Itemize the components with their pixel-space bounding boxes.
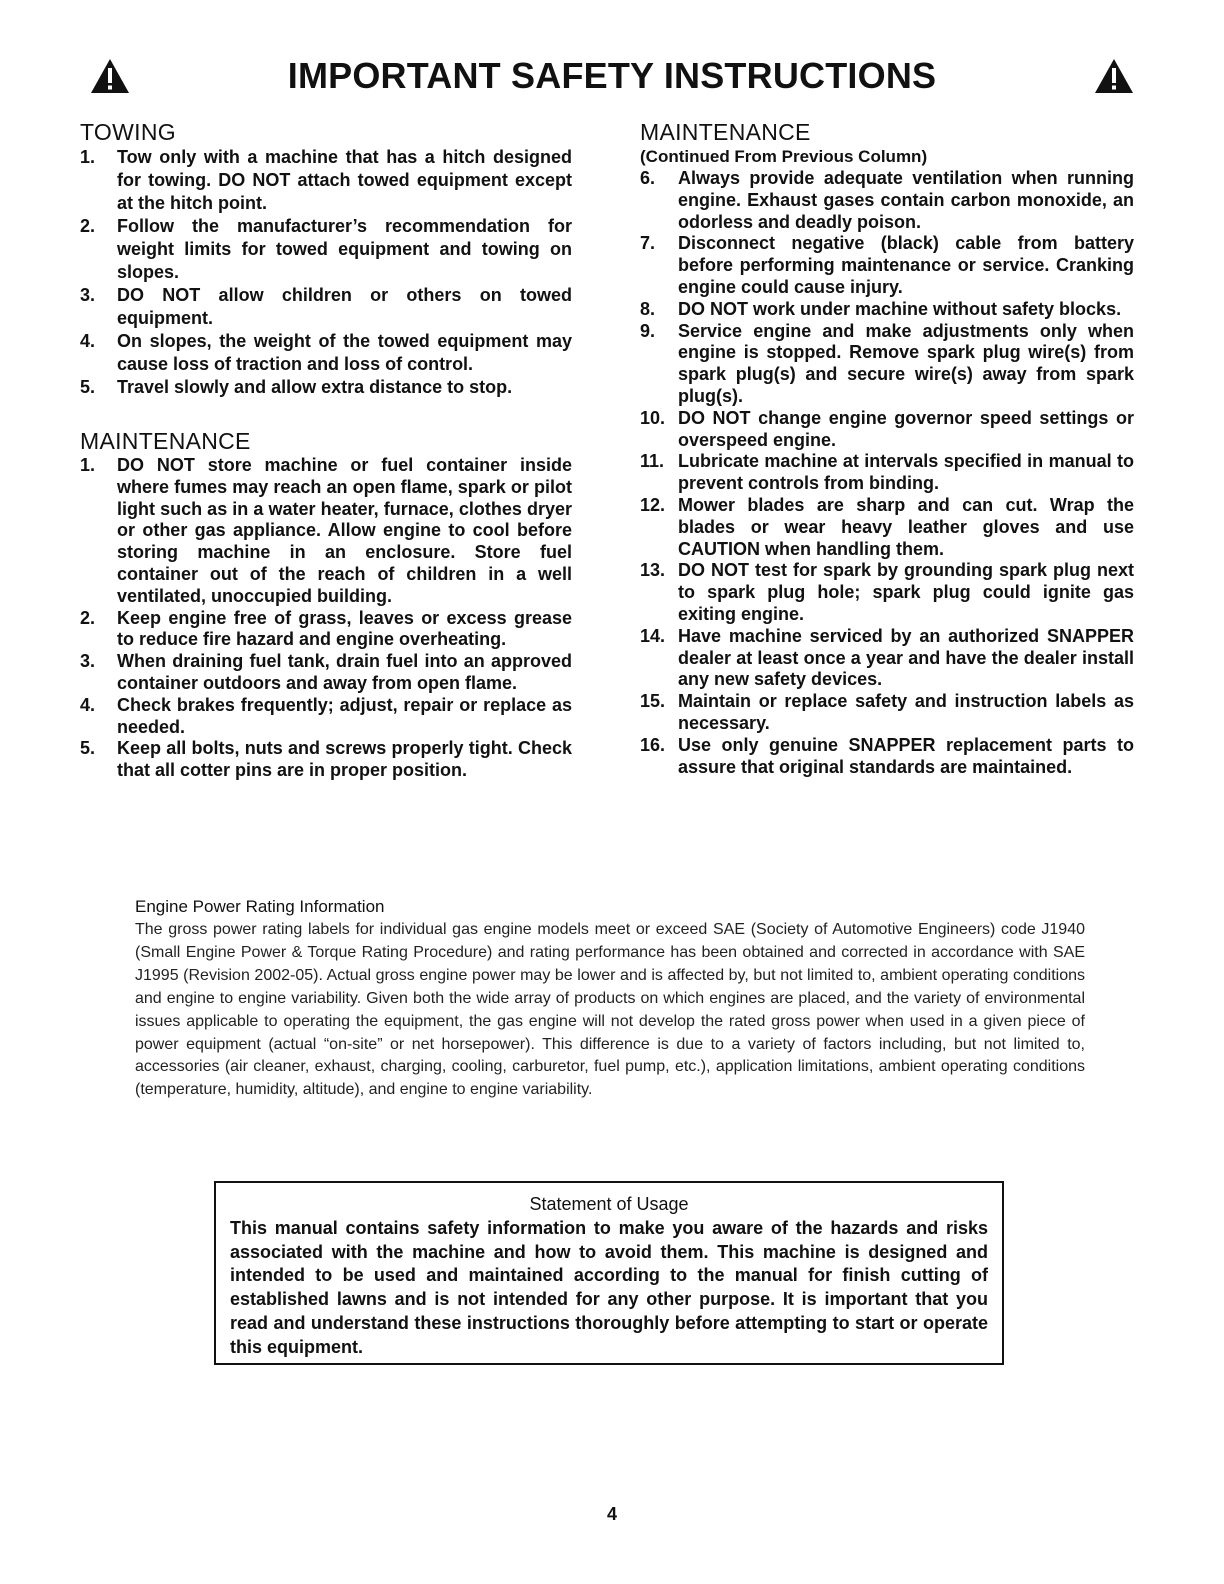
item-text: Mower blades are sharp and can cut. Wrap the blades or wear heavy leather gloves and use CAUTION when handling them. [678, 494, 1134, 559]
item-number: 1. [80, 455, 96, 475]
item-text: Maintain or replace safety and instruction labels as necessary. [678, 691, 1134, 733]
statement-of-usage-box [214, 1181, 1004, 1365]
list-item [80, 146, 572, 215]
item-text: Always provide adequate ventilation when running engine. Exhaust gases contain carbon monoxide, an odorless and deadly poison. [678, 168, 1134, 232]
item-number: 11. [640, 451, 665, 472]
usage-title: Statement of Usage [529, 1194, 689, 1214]
item-number: 14. [640, 625, 666, 646]
engine-info-title: Engine Power Rating Information [135, 897, 385, 916]
item-number: 12. [640, 494, 666, 515]
towing-heading: TOWING [80, 119, 176, 145]
item-number: 2. [80, 216, 96, 236]
item-number: 2. [80, 607, 96, 628]
list-item [640, 691, 1134, 735]
item-number: 7. [640, 233, 656, 254]
item-text: DO NOT work under machine without safety blocks. [678, 298, 1122, 319]
list-item [80, 376, 572, 399]
item-text: Have machine serviced by an authorized SNAPPER dealer at least once a year and have the dealer install any new safety devices. [678, 625, 1134, 690]
list-item [80, 651, 572, 695]
list-item [640, 408, 1134, 452]
item-text: Travel slowly and allow extra distance to stop. [117, 377, 513, 397]
list-item [80, 455, 572, 608]
item-number: 5. [80, 738, 96, 759]
item-text: Lubricate machine at intervals specified in manual to prevent controls from binding. [678, 451, 1134, 494]
item-text: Disconnect negative (black) cable from battery before performing maintenance or service. Cranking engine could cause injury. [678, 233, 1134, 297]
list-item [80, 608, 572, 652]
page-title: IMPORTANT SAFETY INSTRUCTIONS [287, 55, 937, 96]
item-number: 4. [80, 694, 96, 715]
list-item [640, 451, 1134, 495]
list-item [640, 560, 1134, 625]
left-column [80, 118, 572, 782]
list-item [80, 695, 572, 739]
item-text: Tow only with a machine that has a hitch designed for towing. DO NOT attach towed equipment except at the hitch point. [117, 147, 572, 213]
item-text: When draining fuel tank, drain fuel into an approved container outdoors and away from open flame. [117, 651, 572, 693]
engine-power-rating-info [135, 896, 1085, 1102]
maintenance-list [80, 455, 572, 782]
engine-info-body: The gross power rating labels for individual gas engine models meet or exceed SAE (Society of Automotive Engineers) code J1940 (Small Engine Power & Torque Rating Procedure) and rating performance has been obtained and corrected in accordance with SAE J1995 (Revision 2002-05). Actual gross engine power may be lower and is affected by, but not limited to, ambient operating conditions and engine to engine variability. Given both the wide array of products on which engines are placed, and the variety of environmental issues applicable to operating the equipment, the gas engine will not develop the rated gross power when used in a given piece of power equipment (actual “on-site” or net horsepower). This difference is due to a variety of factors including, but not limited to, accessories (air cleaner, exhaust, charging, cooling, carburetor, fuel pump, etc.), application limitations, ambient operating conditions (temperature, humidity, altitude), and engine to engine variability. [135, 921, 1085, 1099]
item-number: 10. [640, 407, 666, 428]
item-number: 6. [640, 168, 656, 188]
item-text: Follow the manufacturer’s recommendation for weight limits for towed equipment and towing on slopes. [117, 216, 572, 282]
item-number: 8. [640, 298, 656, 319]
list-item [80, 284, 572, 330]
list-item [640, 735, 1134, 779]
towing-section [80, 118, 572, 399]
item-text: DO NOT test for spark by grounding spark plug next to spark plug hole; spark plug could ignite gas exiting engine. [678, 560, 1134, 624]
list-item [80, 738, 572, 782]
page-number: 4 [606, 1504, 617, 1524]
list-item [640, 168, 1134, 233]
item-number: 13. [640, 560, 666, 581]
list-item [640, 299, 1134, 321]
item-number: 9. [640, 320, 656, 341]
item-text: Keep all bolts, nuts and screws properly tight. Check that all cotter pins are in proper position. [117, 738, 572, 781]
item-number: 3. [80, 285, 96, 305]
maintenance-continued-heading: MAINTENANCE [640, 119, 811, 145]
maintenance-heading: MAINTENANCE [80, 428, 251, 454]
item-text: DO NOT store machine or fuel container inside where fumes may reach an open flame, spark or pilot light such as in a water heater, furnace, clothes dryer or other gas appliance. Allow engine to cool before storing machine in an enclosure. Store fuel container out of the reach of children in a well ventilated, unoccupied building. [117, 455, 572, 606]
usage-body: This manual contains safety information to make you aware of the hazards and risks associated with the machine and how to avoid them. This machine is designed and intended to be used and maintained according to the manual for finish cutting of established lawns and is not intended for any other purpose. It is important that you read and understand these instructions thoroughly before attempting to start or operate this equipment. [230, 1218, 988, 1357]
item-text: Check brakes frequently; adjust, repair or replace as needed. [117, 694, 572, 737]
item-number: 16. [640, 734, 666, 755]
item-number: 3. [80, 651, 96, 672]
warning-triangle-icon [1094, 58, 1134, 94]
item-text: Keep engine free of grass, leaves or excess grease to reduce fire hazard and engine overheating. [117, 607, 572, 650]
list-item [640, 321, 1134, 408]
item-text: Service engine and make adjustments only when engine is stopped. Remove spark plug wire(s) from spark plug(s) and secure wire(s) away from spark plug(s). [678, 320, 1134, 406]
list-item [640, 495, 1134, 560]
item-number: 1. [80, 147, 96, 167]
item-number: 5. [80, 377, 96, 397]
item-number: 4. [80, 331, 96, 351]
list-item [80, 330, 572, 376]
page-header [80, 52, 1144, 104]
maintenance-section [80, 427, 572, 782]
continued-note: (Continued From Previous Column) [640, 147, 928, 166]
item-text: On slopes, the weight of the towed equipment may cause loss of traction and loss of control. [117, 331, 572, 374]
list-item [640, 626, 1134, 691]
item-text: Use only genuine SNAPPER replacement parts to assure that original standards are maintained. [678, 734, 1134, 777]
list-item [80, 215, 572, 284]
item-text: DO NOT change engine governor speed settings or overspeed engine. [678, 407, 1134, 450]
item-text: DO NOT allow children or others on towed equipment. [117, 285, 572, 328]
right-column [640, 118, 1134, 778]
item-number: 15. [640, 691, 666, 712]
towing-list [80, 146, 572, 399]
maintenance-continued-list [640, 168, 1134, 778]
list-item [640, 233, 1134, 298]
